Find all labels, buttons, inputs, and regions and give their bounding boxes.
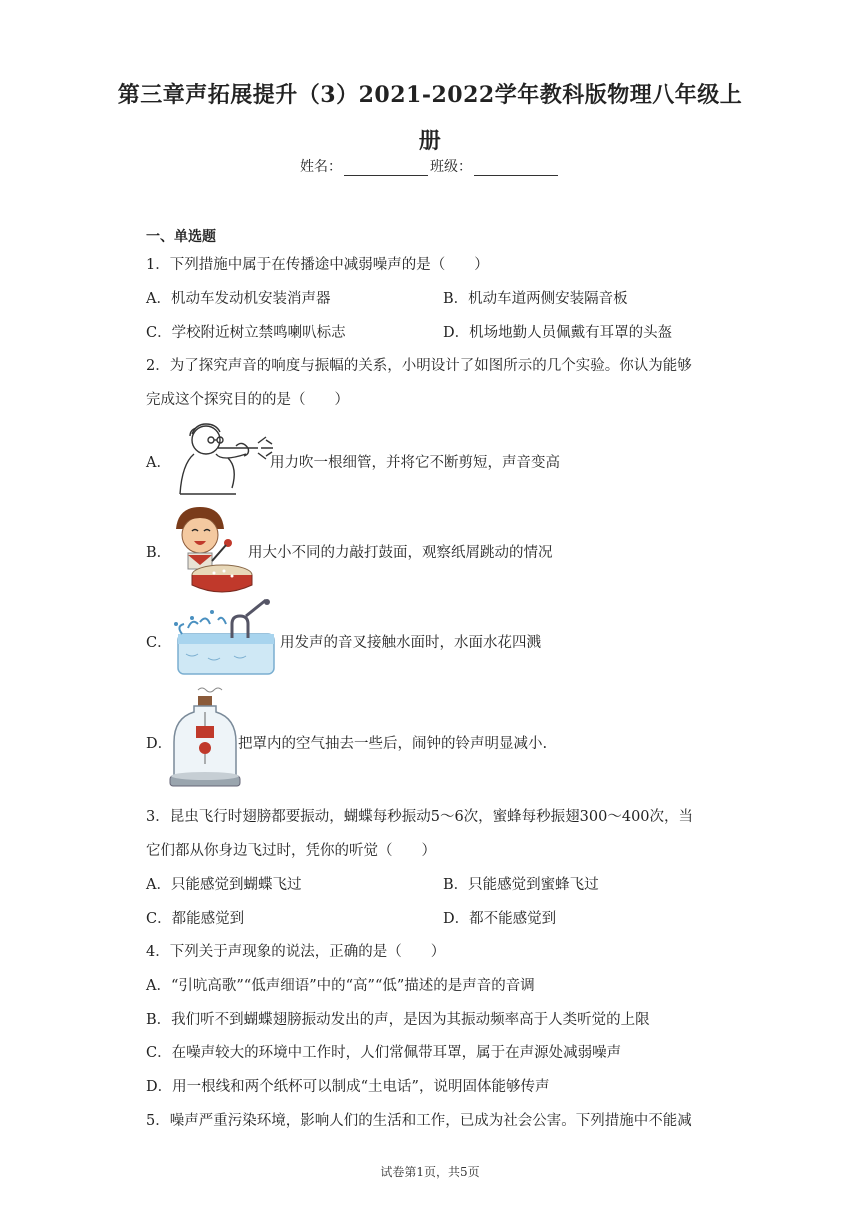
q2-option-c-text: 用发声的音叉接触水面时，水面水花四溅 (280, 635, 541, 651)
name-blank[interactable] (344, 161, 428, 176)
exam-title (90, 72, 770, 164)
title-line-1: 第三章声拓展提升（3）2021-2022学年教科版物理八年级上 (117, 82, 743, 108)
q2-option-a-label: A． (146, 455, 171, 471)
bell-jar-alarm-icon (168, 686, 242, 796)
q4-option-b: B．我们听不到蝴蝶翅膀振动发出的声，是因为其振动频率高于人类听觉的上限 (146, 1012, 650, 1028)
q4-option-a: A．“引吭高歌”“低声细语”中的“高”“低”描述的是声音的音调 (146, 978, 535, 994)
q2-stem-line-2: 完成这个探究目的的是（ ） (146, 392, 349, 408)
name-label: 姓名： (300, 159, 342, 175)
title-line-2: 册 (418, 128, 442, 154)
q3-stem-line-1: 3．昆虫飞行时翅膀都要振动，蝴蝶每秒振动5～6次，蜜蜂每秒振翅300～400次，当 (146, 809, 694, 825)
q3-option-a: A．只能感觉到蝴蝶飞过 (146, 877, 302, 893)
q2-option-c-label: C． (146, 635, 172, 651)
boy-drumming-icon (166, 503, 256, 595)
q2-stem-line-1: 2．为了探究声音的响度与振幅的关系，小明设计了如图所示的几个实验。你认为能够 (146, 358, 692, 374)
q1-stem: 1．下列措施中属于在传播途中减弱噪声的是（ ） (146, 257, 489, 273)
q2-option-d-text: 把罩内的空气抽去一些后，闹钟的铃声明显减小. (238, 736, 548, 752)
class-blank[interactable] (474, 161, 558, 176)
q2-option-b-text: 用大小不同的力敲打鼓面，观察纸屑跳动的情况 (248, 545, 553, 561)
class-label: 班级： (430, 159, 472, 175)
q3-option-c: C．都能感觉到 (146, 911, 245, 927)
section-title: 一、单选题 (146, 229, 216, 245)
name-class-bar (0, 156, 860, 176)
q1-option-b: B．机动车道两侧安装隔音板 (443, 291, 628, 307)
q1-option-a: A．机动车发动机安装消声器 (146, 291, 331, 307)
q3-stem-line-2: 它们都从你身边飞过时，凭你的听觉（ ） (146, 843, 436, 859)
tuning-fork-water-icon (168, 598, 284, 680)
q1-option-d: D．机场地勤人员佩戴有耳罩的头盔 (443, 325, 673, 341)
q1-option-c: C．学校附近树立禁鸣喇叭标志 (146, 325, 346, 341)
q3-option-d: D．都不能感觉到 (443, 911, 557, 927)
q3-option-b: B．只能感觉到蜜蜂飞过 (443, 877, 599, 893)
q4-option-d: D．用一根线和两个纸杯可以制成“土电话”，说明固体能够传声 (146, 1079, 550, 1095)
page-footer: 试卷第1页，共5页 (380, 1165, 480, 1179)
q4-stem: 4．下列关于声现象的说法，正确的是（ ） (146, 944, 446, 960)
q2-option-a-text: 用力吹一根细管，并将它不断剪短，声音变高 (270, 455, 560, 471)
person-blowing-tube-icon (166, 418, 276, 500)
q5-stem-line-1: 5．噪声严重污染环境，影响人们的生活和工作，已成为社会公害。下列措施中不能减 (146, 1113, 692, 1129)
q2-option-d-label: D． (146, 736, 173, 752)
q2-option-b-label: B． (146, 545, 172, 561)
q4-option-c: C．在噪声较大的环境中工作时，人们常佩带耳罩，属于在声源处减弱噪声 (146, 1045, 622, 1061)
